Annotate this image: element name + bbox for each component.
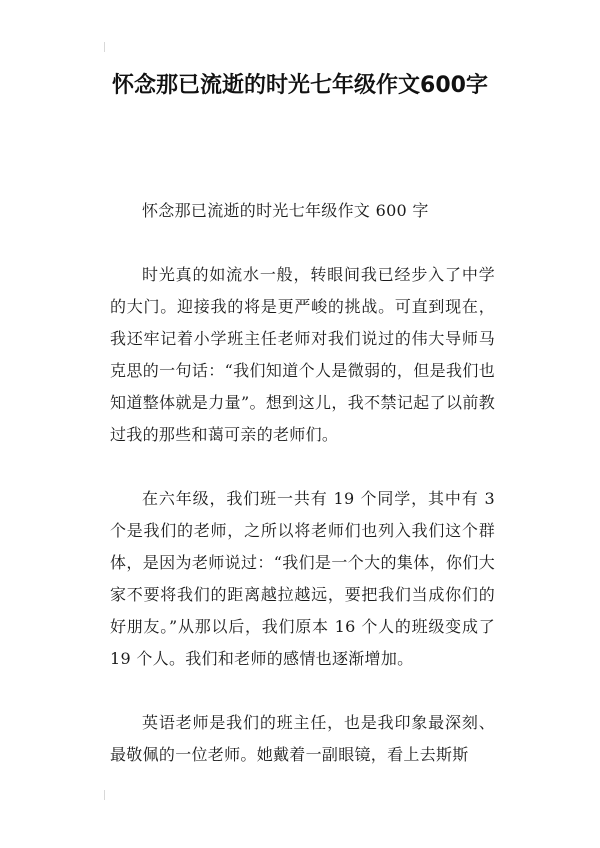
document-title: 怀念那已流逝的时光七年级作文600字 — [112, 73, 488, 98]
page-corner-mark-top — [104, 42, 115, 52]
paragraph-3: 英语老师是我们的班主任，也是我印象最深刻、最敬佩的一位老师。她戴着一副眼镜，看上去斯斯 — [110, 713, 495, 764]
paragraph-subtitle: 怀念那已流逝的时光七年级作文 600 字 — [142, 201, 429, 220]
paragraph-1: 时光真的如流水一般，转眼间我已经步入了中学的大门。迎接我的将是更严峻的挑战。可直到现在，我还牢记着小学班主任老师对我们说过的伟大导师马克思的一句话：“我们知道个人是微弱的，但是我们也知道整体就是力量”。想到这儿，我不禁记起了以前教过我的那些和蔼可亲的老师们。 — [110, 265, 495, 444]
document-body — [110, 195, 495, 803]
paragraph-2: 在六年级，我们班一共有 19 个同学，其中有 3 个是我们的老师，之所以将老师们也列入我们这个群体，是因为老师说过：“我们是一个大的集体，你们大家不要将我们的距离越拉越远，要把我们当成你们的好朋友。”从那以后，我们原本 16 个人的班级变成了 19 个人。我们和老师的感情也逐渐增加。 — [110, 489, 495, 668]
